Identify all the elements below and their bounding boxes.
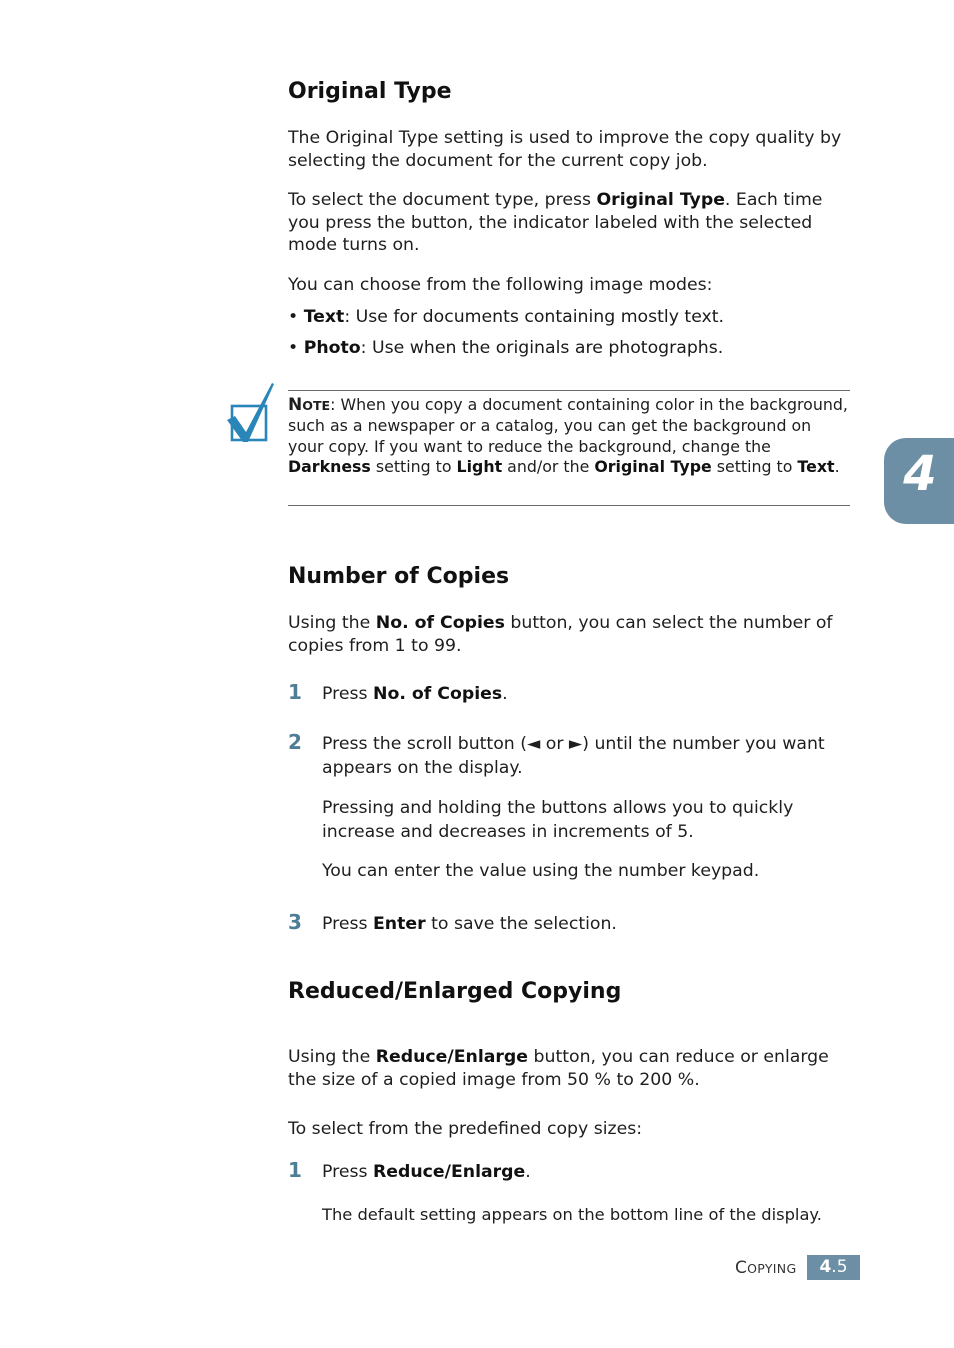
- step-text: Press Enter to save the selection.: [322, 914, 617, 934]
- note-top-rule: [288, 390, 850, 391]
- footer-chapter-label: COPYING: [735, 1258, 797, 1278]
- section-title-number-of-copies: Number of Copies: [288, 564, 510, 589]
- list-item: • Text: Use for documents containing mostly text.: [288, 307, 725, 327]
- step-number: 3: [288, 910, 302, 934]
- step-text: Press the scroll button (◄ or ►) until the number you want appears on the display.: [322, 734, 825, 778]
- paragraph: You can choose from the following image modes:: [288, 275, 713, 295]
- page-number: 4.5: [807, 1255, 860, 1280]
- paragraph: The Original Type setting is used to improve the copy quality by selecting the document for the current copy job.: [288, 128, 842, 171]
- chapter-tab-number: 4: [903, 446, 937, 502]
- checkmark-note-icon: [224, 380, 280, 446]
- note-bottom-rule: [288, 505, 850, 506]
- paragraph: To select the document type, press Original Type. Each time you press the button, the indicator labeled with the selected mode turns on.: [288, 190, 823, 255]
- paragraph: Using the Reduce/Enlarge button, you can reduce or enlarge the size of a copied image from 50 % to 200 %.: [288, 1047, 829, 1090]
- step-number: 1: [288, 680, 302, 704]
- section-title-original-type: Original Type: [288, 79, 452, 104]
- step-number: 1: [288, 1158, 302, 1182]
- note-text: NOTE: When you copy a document containing color in the background, such as a newspaper or a catalog, you can get the background on your copy. If you want to reduce the background, change the Darkness setting to Light and/or the Original Type setting to Text.: [288, 395, 848, 476]
- step-text: Press Reduce/Enlarge.: [322, 1162, 531, 1182]
- step-paragraph: You can enter the value using the number keypad.: [322, 861, 760, 881]
- section-title-reduced-enlarged: Reduced/Enlarged Copying: [288, 979, 622, 1004]
- paragraph: Using the No. of Copies button, you can select the number of copies from 1 to 99.: [288, 613, 833, 656]
- step-number: 2: [288, 730, 302, 754]
- step-paragraph: Pressing and holding the buttons allows you to quickly increase and decreases in increments of 5.: [322, 798, 794, 842]
- list-item: • Photo: Use when the originals are photographs.: [288, 338, 724, 358]
- paragraph: To select from the predefined copy sizes:: [288, 1119, 643, 1139]
- note-label: NOTE: [288, 395, 331, 415]
- step-text: Press No. of Copies.: [322, 684, 508, 704]
- step-paragraph: The default setting appears on the bottom line of the display.: [322, 1205, 822, 1224]
